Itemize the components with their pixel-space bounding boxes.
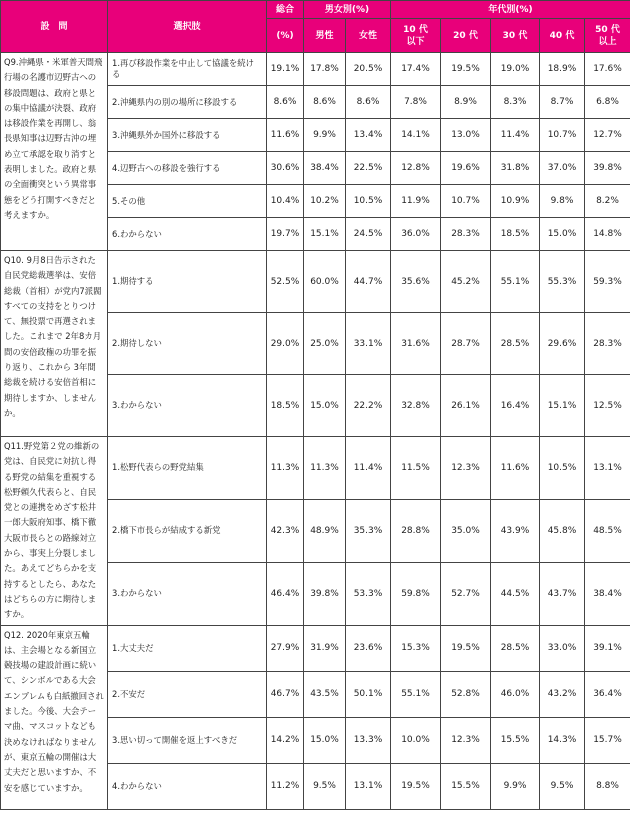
value-cell: 48.5% <box>585 499 630 562</box>
value-cell: 19.7% <box>267 218 304 251</box>
table-row <box>1 53 630 86</box>
option-label: 2.橋下市長らが結成する新党 <box>108 499 267 562</box>
value-cell: 9.9% <box>304 119 346 152</box>
value-cell: 38.4% <box>585 562 630 625</box>
value-cell: 27.9% <box>267 625 304 671</box>
value-cell: 8.3% <box>491 86 540 119</box>
value-cell: 44.5% <box>491 562 540 625</box>
value-cell: 55.1% <box>491 251 540 313</box>
value-cell: 35.6% <box>391 251 441 313</box>
value-cell: 9.8% <box>540 185 585 218</box>
value-cell: 11.4% <box>346 437 391 500</box>
value-cell: 28.3% <box>441 218 491 251</box>
value-cell: 7.8% <box>391 86 441 119</box>
value-cell: 11.6% <box>491 437 540 500</box>
value-cell: 15.0% <box>304 717 346 763</box>
value-cell: 8.7% <box>540 86 585 119</box>
value-cell: 52.7% <box>441 562 491 625</box>
option-label: 4.わからない <box>108 763 267 809</box>
value-cell: 12.7% <box>585 119 630 152</box>
header-age-40 <box>540 19 585 53</box>
table-row <box>1 625 630 671</box>
value-cell: 22.2% <box>346 375 391 437</box>
option-label: 1.再び移設作業を中止して協議を続ける <box>108 53 267 86</box>
value-cell: 12.3% <box>441 717 491 763</box>
option-label: 6.わからない <box>108 218 267 251</box>
header-female: 女性 <box>346 19 391 53</box>
header-age: 年代別(%) <box>391 1 630 19</box>
value-cell: 15.1% <box>540 375 585 437</box>
value-cell: 29.6% <box>540 313 585 375</box>
value-cell: 10.2% <box>304 185 346 218</box>
value-cell: 13.1% <box>585 437 630 500</box>
value-cell: 24.5% <box>346 218 391 251</box>
value-cell: 11.6% <box>267 119 304 152</box>
value-cell: 18.5% <box>491 218 540 251</box>
value-cell: 28.5% <box>491 625 540 671</box>
value-cell: 15.5% <box>491 717 540 763</box>
value-cell: 45.2% <box>441 251 491 313</box>
value-cell: 46.7% <box>267 671 304 717</box>
value-cell: 19.6% <box>441 152 491 185</box>
value-cell: 53.3% <box>346 562 391 625</box>
value-cell: 15.0% <box>540 218 585 251</box>
value-cell: 9.9% <box>491 763 540 809</box>
question-text: Q9.沖縄県・米軍普天間飛行場の名護市辺野古への移設問題は、政府と県との集中協議が決裂、政府は移設作業を再開し、翁長県知事は辺野古沖の埋め立て承認を取り消すと表明しました。政府と県の全面衝突という異常事態をどう打開すべきだと考えますか。 <box>1 53 108 251</box>
value-cell: 11.9% <box>391 185 441 218</box>
value-cell: 9.5% <box>540 763 585 809</box>
option-label: 2.沖縄県内の別の場所に移設する <box>108 86 267 119</box>
option-label: 2.不安だ <box>108 671 267 717</box>
value-cell: 33.1% <box>346 313 391 375</box>
header-age-20 <box>441 19 491 53</box>
value-cell: 31.6% <box>391 313 441 375</box>
option-label: 5.その他 <box>108 185 267 218</box>
value-cell: 17.4% <box>391 53 441 86</box>
value-cell: 19.5% <box>441 53 491 86</box>
value-cell: 36.4% <box>585 671 630 717</box>
value-cell: 10.9% <box>491 185 540 218</box>
value-cell: 14.8% <box>585 218 630 251</box>
value-cell: 55.3% <box>540 251 585 313</box>
value-cell: 10.4% <box>267 185 304 218</box>
value-cell: 11.5% <box>391 437 441 500</box>
value-cell: 8.6% <box>304 86 346 119</box>
value-cell: 29.0% <box>267 313 304 375</box>
value-cell: 43.2% <box>540 671 585 717</box>
option-label: 2.期待しない <box>108 313 267 375</box>
value-cell: 11.2% <box>267 763 304 809</box>
header-age-40-label: 40 代 <box>549 30 575 41</box>
value-cell: 38.4% <box>304 152 346 185</box>
header-age-30 <box>491 19 540 53</box>
value-cell: 17.6% <box>585 53 630 86</box>
value-cell: 13.1% <box>346 763 391 809</box>
value-cell: 17.8% <box>304 53 346 86</box>
value-cell: 46.4% <box>267 562 304 625</box>
value-cell: 8.6% <box>267 86 304 119</box>
value-cell: 14.2% <box>267 717 304 763</box>
value-cell: 9.5% <box>304 763 346 809</box>
value-cell: 35.0% <box>441 499 491 562</box>
value-cell: 16.4% <box>491 375 540 437</box>
value-cell: 20.5% <box>346 53 391 86</box>
value-cell: 15.7% <box>585 717 630 763</box>
value-cell: 50.1% <box>346 671 391 717</box>
value-cell: 13.4% <box>346 119 391 152</box>
value-cell: 10.7% <box>540 119 585 152</box>
value-cell: 13.3% <box>346 717 391 763</box>
value-cell: 25.0% <box>304 313 346 375</box>
value-cell: 46.0% <box>491 671 540 717</box>
value-cell: 28.5% <box>491 313 540 375</box>
value-cell: 12.8% <box>391 152 441 185</box>
header-age-50-label: 50 代 以上 <box>595 24 620 47</box>
value-cell: 39.1% <box>585 625 630 671</box>
header-male: 男性 <box>304 19 346 53</box>
value-cell: 59.3% <box>585 251 630 313</box>
header-option: 選択肢 <box>108 1 267 53</box>
question-text: Q10. 9月8日告示された自民党総裁選挙は、安倍総裁（首相）が党内7派閥すべての支持をとりつけて、無投票で再選されました。これまで 2年8カ月間の安倍政権の功罪を振り返り、これから 3年間総裁を続ける安倍首相に期待しますか、しませんか。 <box>1 251 108 437</box>
value-cell: 22.5% <box>346 152 391 185</box>
table-row <box>1 437 630 500</box>
option-label: 1.大丈夫だ <box>108 625 267 671</box>
value-cell: 12.3% <box>441 437 491 500</box>
value-cell: 14.3% <box>540 717 585 763</box>
header-total: 総合 <box>267 1 304 19</box>
value-cell: 26.1% <box>441 375 491 437</box>
value-cell: 31.8% <box>491 152 540 185</box>
value-cell: 33.0% <box>540 625 585 671</box>
header-question: 設 問 <box>1 1 108 53</box>
value-cell: 31.9% <box>304 625 346 671</box>
value-cell: 8.6% <box>346 86 391 119</box>
value-cell: 23.6% <box>346 625 391 671</box>
value-cell: 13.0% <box>441 119 491 152</box>
value-cell: 10.5% <box>346 185 391 218</box>
value-cell: 37.0% <box>540 152 585 185</box>
value-cell: 32.8% <box>391 375 441 437</box>
value-cell: 28.8% <box>391 499 441 562</box>
value-cell: 18.9% <box>540 53 585 86</box>
value-cell: 45.8% <box>540 499 585 562</box>
value-cell: 8.2% <box>585 185 630 218</box>
value-cell: 18.5% <box>267 375 304 437</box>
value-cell: 19.5% <box>391 763 441 809</box>
option-label: 1.期待する <box>108 251 267 313</box>
option-label: 3.沖縄県外か国外に移設する <box>108 119 267 152</box>
value-cell: 15.3% <box>391 625 441 671</box>
header-total-unit: (%) <box>267 19 304 53</box>
value-cell: 48.9% <box>304 499 346 562</box>
value-cell: 10.5% <box>540 437 585 500</box>
value-cell: 19.5% <box>441 625 491 671</box>
header-age-10-label: 10 代 以下 <box>403 24 428 47</box>
value-cell: 30.6% <box>267 152 304 185</box>
value-cell: 12.5% <box>585 375 630 437</box>
value-cell: 35.3% <box>346 499 391 562</box>
value-cell: 52.5% <box>267 251 304 313</box>
header-age-50 <box>585 19 630 53</box>
header-age-20-label: 20 代 <box>453 30 478 41</box>
value-cell: 43.5% <box>304 671 346 717</box>
value-cell: 43.9% <box>491 499 540 562</box>
value-cell: 8.8% <box>585 763 630 809</box>
survey-body <box>1 53 630 810</box>
value-cell: 11.4% <box>491 119 540 152</box>
value-cell: 39.8% <box>304 562 346 625</box>
option-label: 4.辺野古への移設を強行する <box>108 152 267 185</box>
question-text: Q12. 2020年東京五輪は、主会場となる新国立競技場の建設計画に続いて、シンボルである大会エンブレムも白紙撤回されました。今後、大会テーマ曲、マスコットなども決めなければなりませんが、東京五輪の開催は大丈夫だと思いますか、不安を感じていますか。 <box>1 625 108 809</box>
value-cell: 43.7% <box>540 562 585 625</box>
header-age-10 <box>391 19 441 53</box>
value-cell: 15.5% <box>441 763 491 809</box>
value-cell: 10.7% <box>441 185 491 218</box>
value-cell: 15.0% <box>304 375 346 437</box>
option-label: 3.わからない <box>108 375 267 437</box>
value-cell: 10.0% <box>391 717 441 763</box>
value-cell: 15.1% <box>304 218 346 251</box>
value-cell: 28.3% <box>585 313 630 375</box>
value-cell: 39.8% <box>585 152 630 185</box>
option-label: 3.わからない <box>108 562 267 625</box>
header-gender: 男女別(%) <box>304 1 391 19</box>
value-cell: 28.7% <box>441 313 491 375</box>
value-cell: 55.1% <box>391 671 441 717</box>
value-cell: 11.3% <box>267 437 304 500</box>
option-label: 1.松野代表らの野党結集 <box>108 437 267 500</box>
value-cell: 44.7% <box>346 251 391 313</box>
value-cell: 59.8% <box>391 562 441 625</box>
value-cell: 19.0% <box>491 53 540 86</box>
option-label: 3.思い切って開催を返上すべきだ <box>108 717 267 763</box>
value-cell: 8.9% <box>441 86 491 119</box>
value-cell: 36.0% <box>391 218 441 251</box>
value-cell: 42.3% <box>267 499 304 562</box>
value-cell: 11.3% <box>304 437 346 500</box>
value-cell: 60.0% <box>304 251 346 313</box>
value-cell: 52.8% <box>441 671 491 717</box>
value-cell: 14.1% <box>391 119 441 152</box>
table-row <box>1 251 630 313</box>
value-cell: 6.8% <box>585 86 630 119</box>
header-age-30-label: 30 代 <box>502 30 528 41</box>
value-cell: 19.1% <box>267 53 304 86</box>
question-text: Q11.野党第２党の維新の党は、自民党に対抗し得る野党の結集を重視する松野頼久代表らと、自民党との連携をめざす松井一郎大阪府知事、橋下徹大阪市長らとの路線対立から、事実上分裂しました。あえてどちらかを支持するとしたら、あなたはどちらの方に期待しますか。 <box>1 437 108 626</box>
